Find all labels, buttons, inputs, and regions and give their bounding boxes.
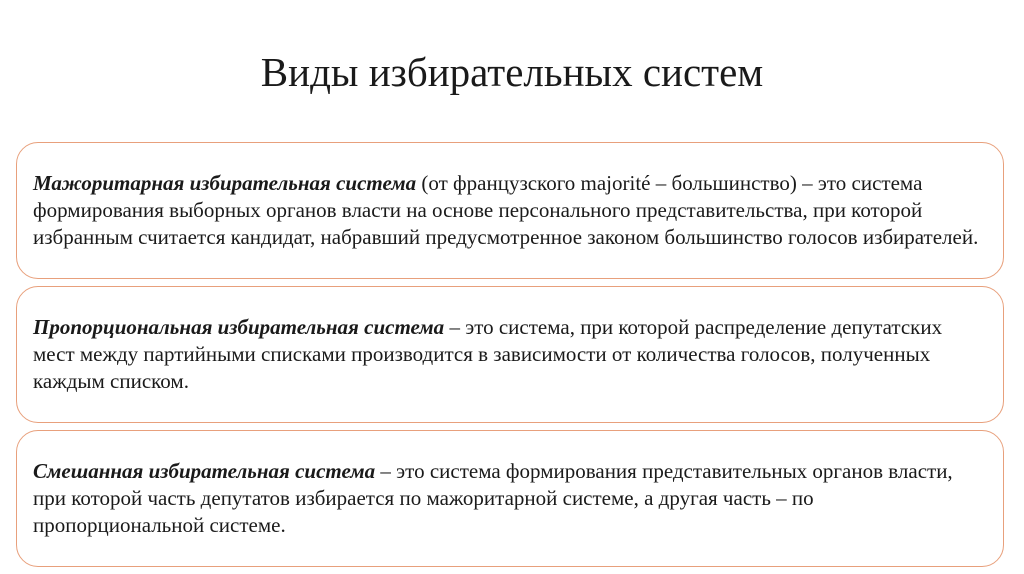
definition-box-proportional (16, 286, 1004, 423)
slide-title: Виды избирательных систем (260, 49, 764, 95)
definition-term: Пропорциональная избирательная система (33, 315, 445, 339)
definition-box-mixed (16, 430, 1004, 567)
definition-term: Мажоритарная избирательная система (33, 171, 417, 195)
definition-body: – это система формирования представительных органов власти, при которой часть депутатов избирается по мажоритарной системе, а другая часть – по пропорциональной системе. (33, 459, 953, 537)
definition-text (33, 170, 979, 251)
definition-box-majoritarian (16, 142, 1004, 279)
definition-text (33, 314, 979, 395)
definition-text (33, 458, 979, 539)
definition-term: Смешанная избирательная система (33, 459, 376, 483)
definition-body: (от французского majorité – большинство) – это система формирования выборных органов власти на основе персонального представительства, при которой избранным считается кандидат, набравший предусмотренное законом большинство голосов избирателей. (33, 171, 979, 249)
definition-body: – это система, при которой распределение депутатских мест между партийными списками производится в зависимости от количества голосов, полученных каждым списком. (33, 315, 943, 393)
